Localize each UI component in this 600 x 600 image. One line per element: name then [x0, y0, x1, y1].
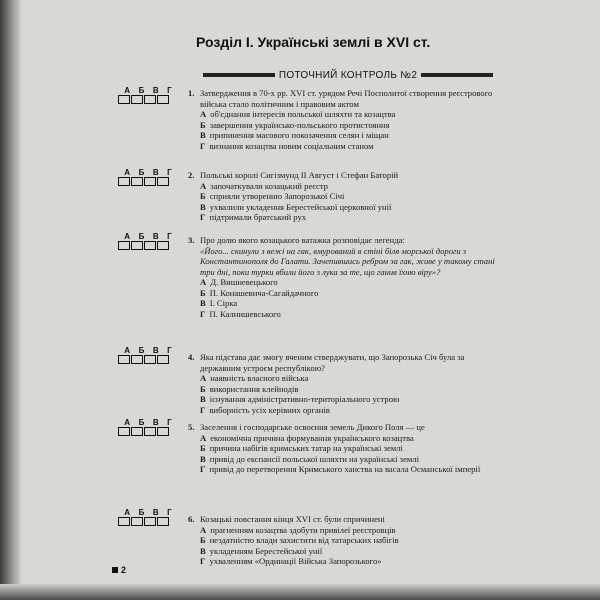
control-header	[203, 68, 493, 82]
answer-cell-b[interactable]	[131, 177, 143, 186]
option-g: Г виборність усіх керівних органів	[200, 404, 330, 415]
option-a: А прагненням козацтва здобути привілеї реєстровців	[200, 524, 396, 535]
answer-grid-2[interactable]	[118, 168, 178, 186]
option-v: В привід до експансії польської шляхти на українські землі	[200, 453, 419, 464]
header-rule-right	[421, 73, 493, 77]
answer-letter-g: Г	[167, 508, 172, 517]
answer-cell-g[interactable]	[157, 427, 169, 436]
answer-letter-v: В	[152, 508, 159, 517]
answer-letter-b: Б	[138, 418, 145, 427]
option-b: Б причина набігів кримських татар на українські землі	[200, 443, 403, 453]
answer-letter-v: В	[152, 86, 159, 95]
question-number: 5.	[188, 422, 195, 432]
answer-cell-b[interactable]	[131, 355, 143, 364]
answer-cell-a[interactable]	[118, 177, 130, 186]
option-v: В існування адміністративно-територіального устрою	[200, 394, 400, 404]
square-bullet-icon	[112, 567, 118, 573]
question-stem: Заселення і господарське освоєння земель Дикого Поля — це	[200, 422, 425, 432]
page-number-text: 2	[121, 565, 127, 575]
answer-letter-g: Г	[167, 168, 172, 177]
option-b: Б нездатністю влади захистити від татарських набігів	[200, 535, 399, 545]
question-3	[188, 235, 500, 319]
answer-cell-a[interactable]	[118, 355, 130, 364]
option-v: В І. Сірка	[200, 298, 238, 308]
answer-cell-g[interactable]	[157, 355, 169, 364]
answer-cell-v[interactable]	[144, 427, 156, 436]
option-b: Б завершення українсько-польського протистояння	[200, 119, 390, 130]
answer-letter-g: Г	[167, 86, 172, 95]
answer-cell-a[interactable]	[118, 427, 130, 436]
option-v: В припинення масового покозачення селян і міщан	[200, 130, 389, 140]
option-v: В ухвалили укладення Берестейської церковної унії	[200, 201, 392, 212]
question-number: 4.	[188, 352, 195, 362]
question-number: 6.	[188, 514, 195, 524]
answer-letter-b: Б	[138, 86, 145, 95]
answer-letter-b: Б	[138, 232, 145, 241]
option-a: А започаткували козацький реєстр	[200, 180, 328, 191]
control-label: ПОТОЧНИЙ КОНТРОЛЬ №2	[278, 69, 418, 81]
answer-letter-v: В	[152, 418, 159, 427]
answer-letter-g: Г	[167, 232, 172, 241]
answer-cell-b[interactable]	[131, 427, 143, 436]
answer-cell-v[interactable]	[144, 95, 156, 104]
answer-cell-b[interactable]	[131, 241, 143, 250]
option-a: А економічна причина формування українського козацтва	[200, 432, 414, 443]
answer-cell-v[interactable]	[144, 241, 156, 250]
page-number	[112, 565, 126, 575]
question-1	[188, 88, 500, 151]
question-6	[188, 514, 500, 567]
question-stem: Яка підстава дає змогу вченим стверджувати, що Запорозька Січ була за державним устроєм республікою?	[200, 352, 465, 373]
answer-cell-v[interactable]	[144, 177, 156, 186]
answer-letter-v: В	[152, 168, 159, 177]
option-a: А наявність власного війська	[200, 373, 309, 383]
answer-letter-b: Б	[138, 346, 145, 355]
section-title: Розділ I. Українські землі в XVI ст.	[196, 34, 431, 50]
page-binding-shadow	[0, 0, 22, 600]
question-4	[188, 352, 500, 415]
answer-grid-3[interactable]	[118, 232, 178, 250]
answer-grid-5[interactable]	[118, 418, 178, 436]
question-2	[188, 170, 500, 223]
answer-letter-b: Б	[138, 508, 145, 517]
question-stem: Про долю якого козацького ватажка розповідає легенда:	[200, 235, 405, 245]
answer-cell-g[interactable]	[157, 177, 169, 186]
option-b: Б використання клейнодів	[200, 383, 299, 394]
option-a: А об'єднання інтересів польської шляхти та козацтва	[200, 109, 396, 119]
answer-cell-a[interactable]	[118, 241, 130, 250]
answer-letter-a: А	[124, 346, 131, 355]
question-stem: Польські королі Сигізмунд II Август і Стефан Баторій	[200, 170, 399, 180]
answer-cell-b[interactable]	[131, 95, 143, 104]
answer-letter-a: А	[124, 508, 131, 517]
option-g: Г привід до перетворення Кримського ханства на васала Османської імперії	[200, 464, 481, 474]
answer-letter-b: Б	[138, 168, 145, 177]
option-b: Б сприяли утворенню Запорозької Січі	[200, 191, 345, 201]
option-g: Г П. Калнишевського	[200, 308, 281, 319]
option-g: Г підтримали братський рух	[200, 212, 307, 222]
option-a: А Д. Вишневецького	[200, 277, 278, 287]
answer-cell-v[interactable]	[144, 517, 156, 526]
answer-cell-g[interactable]	[157, 517, 169, 526]
answer-letter-v: В	[152, 232, 159, 241]
answer-cell-a[interactable]	[118, 517, 130, 526]
legend-quote: «Його... скинули з вежі на гак, вмурований в стіні біля морської дороги з Константинополя до Галати. Зачепившись ребром за гак, живе у такому стані три дні, поки турки вбили його з лука за те, що ганив їхню віру»?	[200, 245, 495, 277]
header-rule-left	[203, 73, 275, 77]
answer-letter-g: Г	[167, 418, 172, 427]
answer-cell-g[interactable]	[157, 95, 169, 104]
answer-letter-g: Г	[167, 346, 172, 355]
answer-letter-a: А	[124, 86, 131, 95]
answer-grid-6[interactable]	[118, 508, 178, 526]
option-g: Г визнання козацтва новим соціальним станом	[200, 140, 374, 151]
answer-grid-4[interactable]	[118, 346, 178, 364]
answer-cell-b[interactable]	[131, 517, 143, 526]
answer-letter-a: А	[124, 168, 131, 177]
option-g: Г ухваленням «Ординації Війська Запорозького»	[200, 556, 382, 566]
page-bottom-shadow	[0, 584, 600, 600]
question-stem: Затвердження в 70-х рр. XVI ст. урядом Речі Посполитої створення реєстрового війська стало політичним і правовим актом	[200, 88, 493, 109]
answer-letter-v: В	[152, 346, 159, 355]
answer-letter-a: А	[124, 232, 131, 241]
question-5	[188, 422, 500, 475]
question-number: 2.	[188, 170, 195, 180]
option-b: Б П. Конашевича-Сагайдачного	[200, 287, 319, 298]
question-number: 3.	[188, 235, 195, 245]
answer-cell-a[interactable]	[118, 95, 130, 104]
answer-grid-1[interactable]	[118, 86, 178, 104]
answer-letter-a: А	[124, 418, 131, 427]
question-stem: Козацькі повстання кінця XVI ст. були спричинені	[200, 514, 385, 524]
option-v: В укладенням Берестейської унії	[200, 545, 323, 556]
question-number: 1.	[188, 88, 195, 98]
answer-cell-g[interactable]	[157, 241, 169, 250]
answer-cell-v[interactable]	[144, 355, 156, 364]
